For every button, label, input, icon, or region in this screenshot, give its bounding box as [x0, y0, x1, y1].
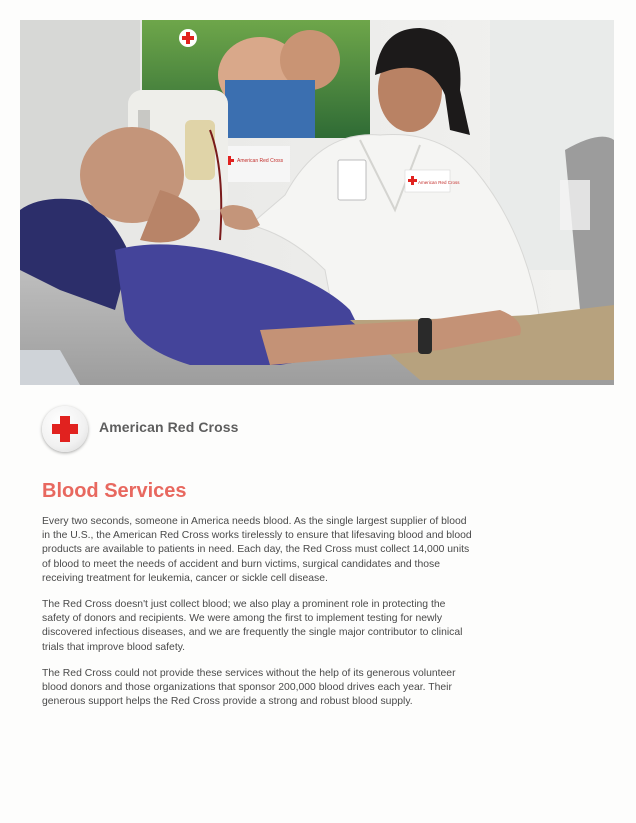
nurse-badge-text: American Red Cross [418, 180, 460, 185]
poster-sign-text: American Red Cross [237, 158, 284, 164]
paragraph-2: The Red Cross doesn't just collect blood; we also play a prominent role in protecting the safety of donors and recipients. We were among the first to implement testing for newly discovered infectious diseases, and we are frequently the single major contributor to clinical trials that improve blood safety. [42, 599, 463, 653]
section-title: Blood Services [42, 480, 187, 502]
brand-name: American Red Cross [99, 419, 239, 435]
paragraph-1: Every two seconds, someone in America needs blood. As the single largest supplier of blood in the U.S., the American Red Cross works tirelessly to ensure that lifesaving blood and blood products are available to patients in need. Each day, the Red Cross must collect 14,000 units of blood to meet the needs of accident and burn victims, surgical candidates and those receiving treatment for leukemia, cancer or sickle cell disease. [42, 516, 472, 584]
blood-donation-photo [20, 20, 614, 385]
paragraph-3: The Red Cross could not provide these services without the help of its generous volunteer blood donors and those organizations that sponsor 200,000 blood drives each year. Their generous support helps the Red Cross provide a strong and robust blood supply. [42, 668, 456, 708]
red-cross-logo [42, 406, 88, 452]
hero-photo [20, 20, 614, 385]
poster-sign [218, 146, 290, 182]
